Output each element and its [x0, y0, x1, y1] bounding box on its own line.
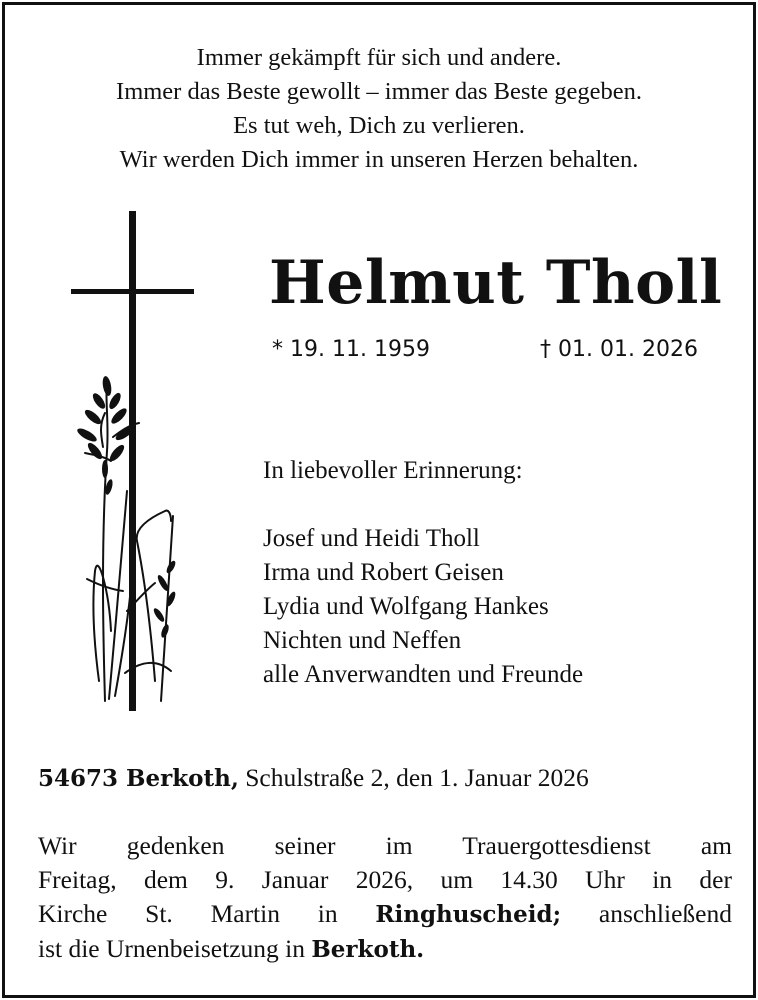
mourner-name: Josef und Heidi Tholl [263, 525, 480, 552]
obituary-card [2, 2, 756, 998]
service-notice [38, 829, 732, 967]
mourners-block [263, 454, 583, 692]
service-place-church: Ringhuscheid; [375, 901, 562, 928]
poem-line-1: Immer gekämpft für sich und andere. [196, 44, 562, 71]
service-line-1: Wir gedenken seiner im Trauergottesdienst am [38, 831, 732, 860]
service-line-3 [38, 897, 732, 932]
poem-line-3: Es tut weh, Dich zu verlieren. [233, 112, 525, 139]
service-line-3-pre: Kirche St. Martin in [38, 899, 376, 928]
death-date: † 01. 01. 2026 [540, 337, 698, 362]
service-line-4 [38, 932, 732, 967]
mourners-heading: In liebevoller Erinnerung: [263, 457, 523, 484]
poem-line-2: Immer das Beste gewollt – immer das Beste gegeben. [116, 78, 642, 105]
service-line-2: Freitag, dem 9. Januar 2026, um 14.30 Uhr in der [38, 865, 732, 894]
poem [5, 41, 753, 177]
mourner-name: alle Anverwandten und Freunde [263, 661, 584, 688]
cross-with-grass-icon [65, 211, 205, 716]
address-line [38, 761, 589, 796]
service-line-4-pre: ist die Urnenbeisetzung in [38, 934, 312, 963]
service-line-3-post: anschließend [561, 899, 732, 928]
address-place: 54673 Berkoth, [38, 765, 239, 792]
mourner-name: Nichten und Neffen [263, 627, 462, 654]
poem-line-4: Wir werden Dich immer in unseren Herzen behalten. [119, 146, 639, 173]
service-place-burial: Berkoth. [311, 936, 425, 963]
birth-date: * 19. 11. 1959 [272, 337, 430, 362]
mourner-name: Irma und Robert Geisen [263, 559, 504, 586]
deceased-name: Helmut Tholl [269, 248, 723, 318]
mourner-name: Lydia und Wolfgang Hankes [263, 593, 549, 620]
cross-icon [71, 211, 194, 711]
address-rest: Schulstraße 2, den 1. Januar 2026 [238, 763, 589, 792]
